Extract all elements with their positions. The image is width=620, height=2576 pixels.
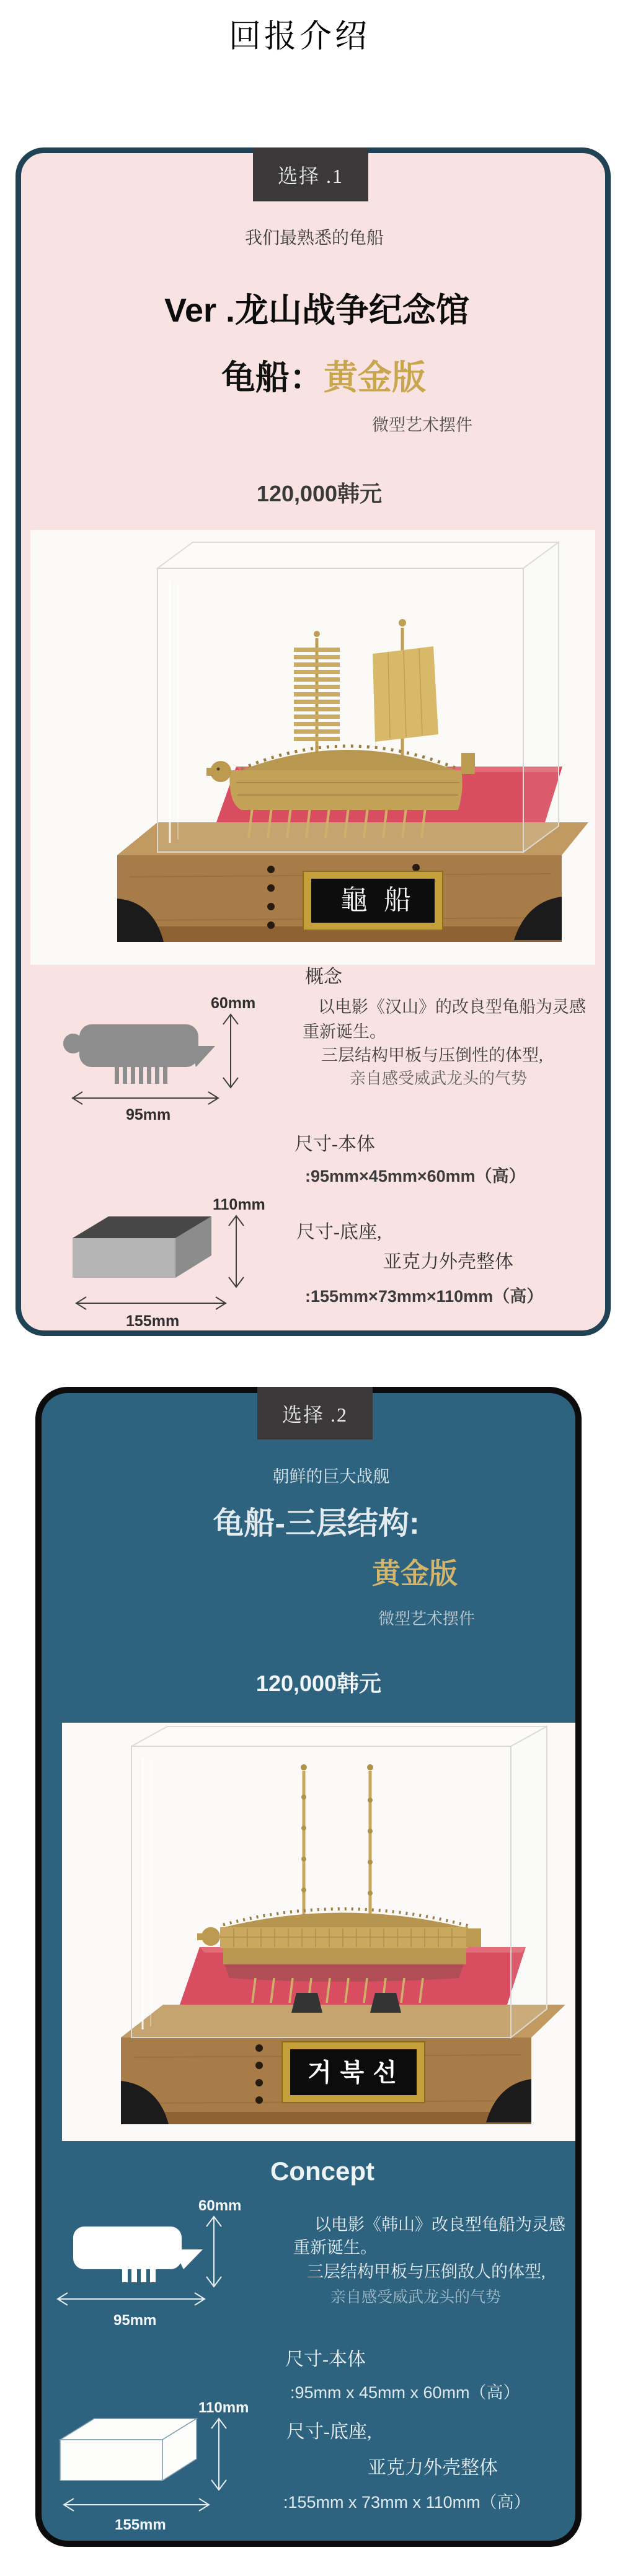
option1-subtitle-name: 龟船： (221, 358, 324, 397)
option1-total-height-label: 110mm (213, 1196, 265, 1213)
option2-title: 龟船-三层结构: (213, 1506, 420, 1541)
option1-base-size-heading2: 亚克力外壳整体 (383, 1252, 513, 1272)
option2-concept-line3: 三层结构甲板与压倒敌人的体型, (307, 2262, 546, 2281)
option2-base-size-value: :155mm x 73mm x 110mm（高） (283, 2493, 531, 2512)
horizontal-dimension-arrow (73, 1092, 218, 1104)
option2-tagline: 朝鲜的巨大战舰 (272, 1467, 390, 1486)
option1-subtitle-gold: 黄金版 (324, 358, 427, 397)
option1-tagline: 我们最熟悉的龟船 (244, 228, 384, 247)
option2-concept-line2: 重新诞生。 (293, 2238, 377, 2257)
vertical-dimension-arrow (211, 2419, 226, 2490)
horizontal-dimension-arrow (64, 2499, 209, 2511)
wood-base-shadow (121, 2112, 531, 2124)
option1-concept-line1: 以电影《汉山》的改良型龟船为灵感 (318, 998, 586, 1016)
base-box-3d (73, 1216, 211, 1278)
option2-subtitle-gold: 黄金版 (372, 1557, 458, 1589)
horizontal-dimension-arrow (58, 2293, 205, 2305)
option2-base-dimension-diagram (50, 2392, 260, 2534)
option2-total-length-label: 155mm (115, 2517, 166, 2533)
option2-base-size-heading1: 尺寸-底座, (286, 2422, 372, 2442)
option1-concept-line4: 亲自感受威武龙头的气势 (350, 1070, 528, 1088)
vertical-dimension-arrow (223, 1014, 238, 1088)
option2-total-height-label: 110mm (198, 2399, 249, 2416)
acrylic-case (131, 1726, 547, 2038)
option1-height-label: 60mm (211, 995, 256, 1012)
option2-concept-heading: Concept (270, 2156, 374, 2186)
acrylic-case (157, 542, 559, 852)
ship-silhouette (73, 2227, 203, 2282)
option1-concept-heading: 概念 (305, 967, 342, 987)
option1-length-label: 95mm (126, 1106, 171, 1123)
plaque-text: 거북선 (308, 2059, 405, 2086)
option1-price: 120,000韩元 (256, 481, 383, 506)
option2-category: 微型艺术摆件 (378, 1610, 476, 1628)
option1-base-size-heading1: 尺寸-底座, (296, 1222, 382, 1242)
option2-concept-line4: 亲自感受威武龙头的气势 (330, 2289, 502, 2306)
option1-subtitle (221, 358, 426, 397)
vertical-dimension-arrow (206, 2217, 221, 2287)
option2-length-label: 95mm (113, 2312, 157, 2327)
option1-tab[interactable]: 选择 .1 (253, 147, 368, 201)
option1-base-size-value: :155mm×73mm×110mm（高） (305, 1287, 544, 1306)
option2-height-label: 60mm (198, 2197, 242, 2214)
option1-product-photo (30, 530, 595, 965)
option2-price: 120,000韩元 (255, 1671, 382, 1696)
page-title: 回报介绍 (228, 19, 371, 55)
option1-concept-line3: 三层结构甲板与压倒性的体型, (321, 1046, 543, 1065)
option1-base-dimension-diagram (53, 1187, 282, 1329)
option1-total-length-label: 155mm (126, 1312, 180, 1329)
ship-silhouette (63, 1024, 215, 1084)
option1-body-size-heading: 尺寸-本体 (294, 1134, 375, 1154)
horizontal-dimension-arrow (76, 1297, 226, 1309)
option2-ship-dimension-diagram (50, 2191, 260, 2327)
base-box-3d (60, 2419, 197, 2481)
option1-category: 微型艺术摆件 (372, 416, 472, 434)
option2-body-size-value: :95mm x 45mm x 60mm（高） (290, 2383, 520, 2402)
option2-tab[interactable]: 选择 .2 (257, 1387, 373, 1440)
option1-body-size-value: :95mm×45mm×60mm（高） (305, 1167, 526, 1185)
vertical-dimension-arrow (229, 1216, 244, 1287)
plaque-text: 龜船 (340, 885, 427, 915)
option2-body-size-heading: 尺寸-本体 (285, 2349, 366, 2370)
option2-concept-line1: 以电影《韩山》改良型龟船为灵感 (314, 2215, 565, 2234)
option1-title: Ver .龙山战争纪念馆 (164, 292, 470, 329)
option1-concept-line2: 重新诞生。 (303, 1022, 386, 1041)
option2-base-size-heading2: 亚克力外壳整体 (368, 2458, 498, 2478)
option2-product-photo (62, 1723, 575, 2141)
option1-ship-dimension-diagram (53, 988, 276, 1128)
